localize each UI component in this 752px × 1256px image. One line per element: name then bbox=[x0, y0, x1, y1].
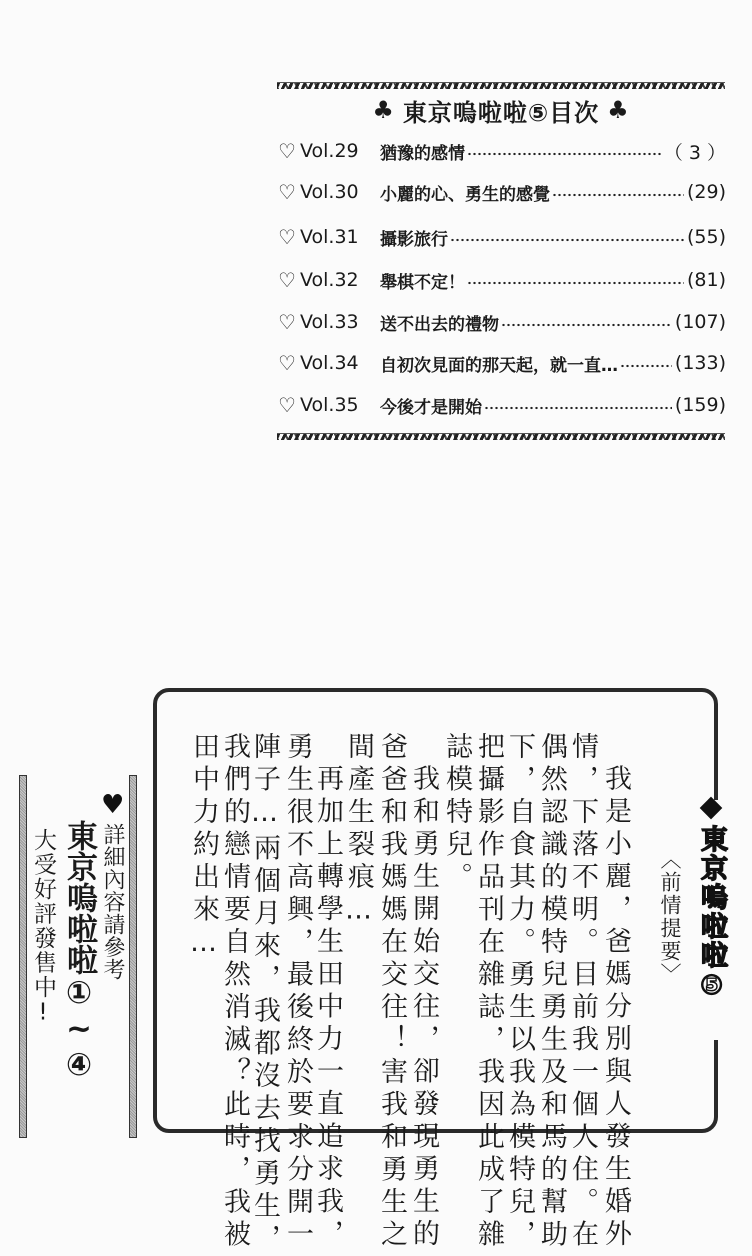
synopsis-line: 間產生裂痕… bbox=[343, 732, 374, 931]
toc-vol: Vol.33 bbox=[300, 311, 359, 333]
toc-page: (107) bbox=[674, 311, 726, 333]
heart-icon: ♡ bbox=[278, 393, 296, 417]
toc-entry[interactable] bbox=[278, 391, 726, 419]
promo-line-series: 東京嗚啦啦①~④ bbox=[61, 820, 97, 1083]
toc-entry[interactable] bbox=[278, 266, 726, 294]
toc-vol: Vol.30 bbox=[300, 181, 359, 203]
synopsis-line: 把攝影作品刊在雜誌，我因此成了雜 bbox=[473, 732, 504, 1252]
synopsis-line: 情，下落不明。目前我一個人住。在 bbox=[567, 732, 598, 1252]
toc-top-border bbox=[277, 82, 725, 89]
toc-page: (29) bbox=[686, 181, 726, 203]
toc-entry[interactable] bbox=[278, 178, 726, 206]
heart-icon: ♡ bbox=[278, 351, 296, 375]
synopsis-series-title: 東京嗚啦啦⑤ bbox=[696, 825, 727, 1003]
synopsis-line: 我是小麗，爸媽分別與人發生婚外 bbox=[600, 764, 631, 1252]
leader-dots bbox=[467, 152, 661, 156]
heart-icon: ♡ bbox=[278, 268, 296, 292]
leader-dots bbox=[501, 323, 672, 327]
toc-entry[interactable] bbox=[278, 308, 726, 336]
promo-left-bar bbox=[19, 775, 27, 1138]
leader-dots bbox=[552, 193, 684, 197]
synopsis-line: 我和勇生開始交往，卻發現勇生的 bbox=[408, 764, 439, 1252]
toc-page: (133) bbox=[674, 352, 726, 374]
toc-entry[interactable] bbox=[278, 349, 726, 377]
synopsis-line: 勇生很不高興，最後終於要求分開一 bbox=[282, 732, 313, 1252]
heart-icon: ♡ bbox=[278, 180, 296, 204]
heart-icon: ♥ bbox=[101, 790, 125, 820]
toc-chapter-title: 猶豫的感情 bbox=[380, 143, 465, 164]
toc-chapter-title: 送不出去的禮物 bbox=[380, 314, 499, 335]
promo-line-onsale: 大受好評發售中! bbox=[30, 828, 56, 1027]
club-icon: ♣ bbox=[607, 96, 630, 124]
leader-dots bbox=[620, 364, 672, 368]
toc-chapter-title: 攝影旅行 bbox=[380, 229, 448, 250]
leader-dots bbox=[467, 281, 684, 285]
synopsis-line: 陣子…兩個月來，我都沒去找勇生， bbox=[249, 732, 280, 1256]
toc-chapter-title: 舉棋不定！ bbox=[380, 272, 465, 293]
synopsis-line: 下，自食其力。勇生以我為模特兒， bbox=[504, 732, 535, 1252]
heart-icon: ♡ bbox=[278, 225, 296, 249]
toc-bottom-border bbox=[277, 433, 725, 440]
promo-line-reference: 詳細內容請參考 bbox=[100, 823, 125, 981]
toc-vol: Vol.34 bbox=[300, 352, 359, 374]
toc-title-text: 東京嗚啦啦⑤目次 bbox=[402, 98, 600, 127]
toc-title bbox=[275, 93, 727, 127]
toc-page: (81) bbox=[686, 269, 726, 291]
synopsis-label: 〈前情提要〉 bbox=[658, 848, 682, 986]
synopsis-line: 我們的戀情要自然消滅？此時，我被 bbox=[219, 732, 250, 1252]
toc-chapter-title: 自初次見面的那天起，就一直… bbox=[380, 355, 618, 376]
toc-chapter-title: 今後才是開始 bbox=[380, 397, 482, 418]
club-icon: ♣ bbox=[372, 96, 395, 124]
toc-vol: Vol.35 bbox=[300, 394, 359, 416]
synopsis-line: 爸爸和我媽媽在交往！害我和勇生之 bbox=[376, 732, 407, 1252]
synopsis-line: 偶然認識的模特兒勇生及和馬的幫助 bbox=[536, 732, 567, 1252]
promo-right-bar bbox=[129, 775, 137, 1138]
toc-entry[interactable] bbox=[278, 137, 726, 165]
toc-vol: Vol.32 bbox=[300, 269, 359, 291]
heart-icon: ♡ bbox=[278, 310, 296, 334]
synopsis-line: 誌模特兒。 bbox=[441, 732, 472, 895]
toc-entry[interactable] bbox=[278, 223, 726, 251]
toc-vol: Vol.31 bbox=[300, 226, 359, 248]
heart-icon: ♡ bbox=[278, 139, 296, 163]
toc-page: (55) bbox=[686, 226, 726, 248]
toc-chapter-title: 小麗的心、勇生的感覺 bbox=[380, 184, 550, 205]
synopsis-line: 田中力約出來… bbox=[188, 732, 219, 964]
toc-page: （ 3 ） bbox=[663, 141, 726, 164]
leader-dots bbox=[450, 238, 684, 242]
toc-vol: Vol.29 bbox=[300, 140, 359, 162]
synopsis-line: 再加上轉學生田中力一直追求我， bbox=[312, 764, 343, 1252]
toc-page: (159) bbox=[674, 394, 726, 416]
leader-dots bbox=[484, 406, 672, 410]
